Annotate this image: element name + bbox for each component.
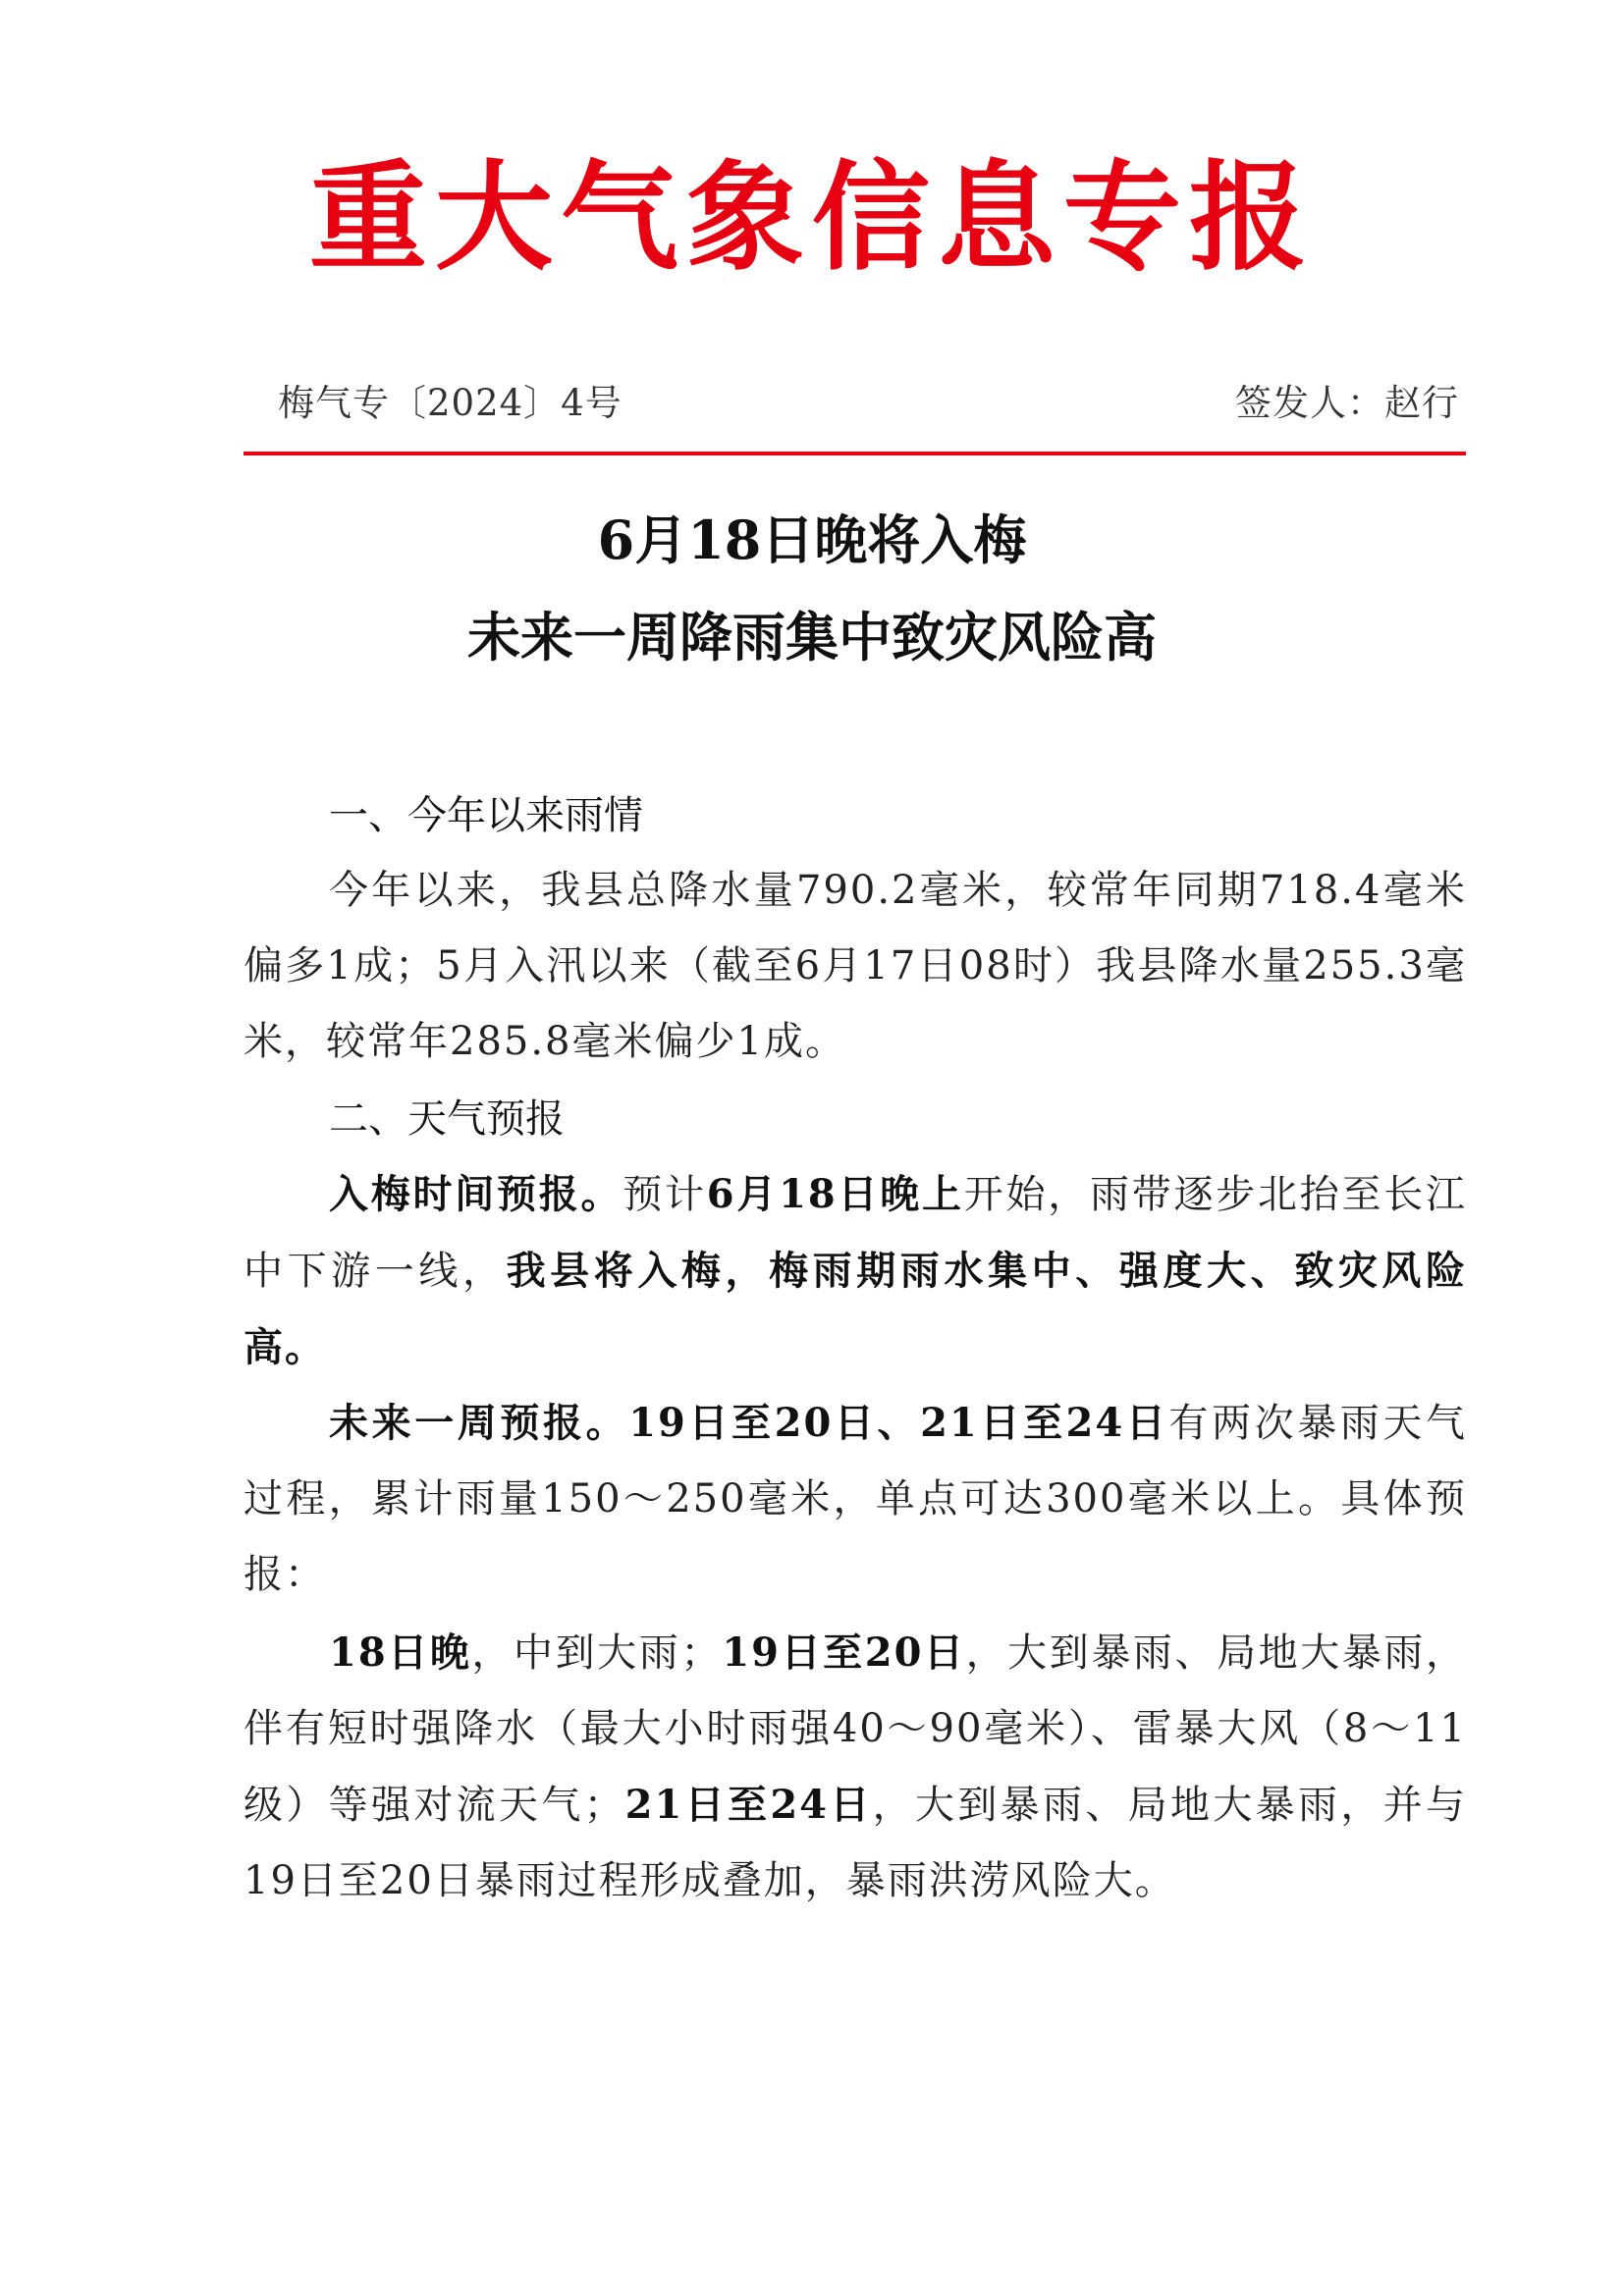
paragraph-detail-forecast: [244, 1615, 1467, 1919]
text: ，大到暴雨、局地大暴雨，伴有短时强降水（最大小时雨强40～90毫米）、雷暴大风（8～11级）等强对流天气；: [244, 1630, 1468, 1828]
masthead-title: 重大气象信息专报: [309, 150, 1315, 287]
doc-title-line1: 6月18日晚将入梅: [597, 508, 1027, 571]
text: 预计: [623, 1172, 707, 1217]
red-divider: [244, 452, 1466, 455]
text: 开始，雨带逐步北抬至长江中下游一线，: [244, 1172, 1467, 1294]
text: 有两次暴雨天气过程，累计雨量150～250毫米，单点可达300毫米以上。具体预报：: [244, 1401, 1468, 1597]
emph-risk: 我县将入梅，梅雨期雨水集中、强度大、致灾风险高。: [244, 1248, 1468, 1370]
paragraph-rainfall: 今年以来，我县总降水量790.2毫米，较常年同期718.4毫米偏多1成；5月入汛以来（截至6月17日08时）我县降水量255.3毫米，较常年285.8毫米偏少1成。: [244, 868, 1467, 1064]
document-number: 梅气专〔2024〕4号: [278, 382, 623, 424]
lead-week: 未来一周预报。: [329, 1400, 629, 1446]
paragraph-week-forecast: [244, 1385, 1467, 1613]
section-heading-rainfall: 一、今年以来雨情: [329, 793, 643, 838]
signer: 签发人：赵行: [1235, 382, 1459, 424]
emph-day2: 19日至20日: [722, 1629, 966, 1676]
lead-meiyu: 入梅时间预报。: [329, 1171, 623, 1217]
paragraph-meiyu-onset: [244, 1156, 1467, 1386]
emph-date: 6月18日晚上: [706, 1171, 964, 1217]
doc-title-line2: 未来一周降雨集中致灾风险高: [467, 606, 1157, 668]
section-heading-forecast: 二、天气预报: [329, 1096, 565, 1142]
emph-day1: 18日晚: [329, 1629, 472, 1676]
emph-periods: 19日至20日、21日至24日: [628, 1400, 1169, 1446]
text: ，大到暴雨、局地大暴雨，并与19日至20日暴雨过程形成叠加，暴雨洪涝风险大。: [244, 1783, 1468, 1903]
text: ，中到大雨；: [471, 1630, 723, 1676]
emph-day3: 21日至24日: [624, 1782, 873, 1828]
